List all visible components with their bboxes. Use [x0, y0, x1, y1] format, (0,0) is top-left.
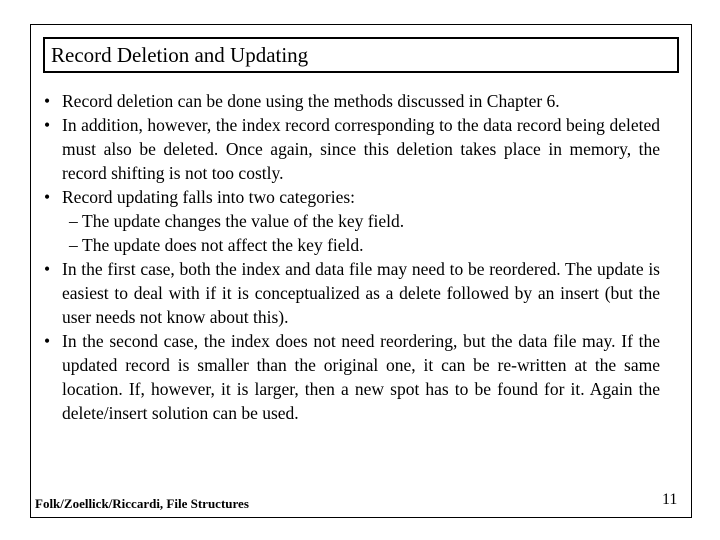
- page-number: 11: [662, 491, 678, 508]
- sub-bullet-item: [44, 233, 660, 257]
- bullet-icon: •: [44, 115, 51, 135]
- bullet-item: [44, 257, 660, 329]
- bullet-icon: •: [44, 259, 51, 279]
- bullet-icon: •: [44, 91, 51, 111]
- bullet-item: [44, 89, 660, 113]
- bullet-icon: •: [44, 187, 51, 207]
- sub-bullet-item: [44, 209, 660, 233]
- bullet-icon: •: [44, 331, 51, 351]
- bullet-text: In the first case, both the index and data file may need to be reordered. The update is easiest to deal with if it is conceptualized as a delete followed by an insert (but the user needs not know about this).: [62, 259, 660, 327]
- sub-bullet-text: The update changes the value of the key field.: [82, 211, 405, 231]
- dash-icon: –: [69, 211, 78, 231]
- bullet-text: Record updating falls into two categories:: [62, 187, 356, 207]
- bullet-item: [44, 113, 660, 185]
- slide-content: [44, 89, 660, 425]
- dash-icon: –: [69, 235, 78, 255]
- bullet-item: [44, 185, 660, 209]
- slide-title: Record Deletion and Updating: [43, 37, 679, 73]
- bullet-text: In the second case, the index does not need reordering, but the data file may. If the updated record is smaller than the original one, it can be re-written at the same location. If, however, it is larger, then a new spot has to be found for it. Again the delete/insert solution can be used.: [62, 331, 660, 423]
- bullet-text: Record deletion can be done using the methods discussed in Chapter 6.: [62, 91, 560, 111]
- footer-credit: Folk/Zoellick/Riccardi, File Structures: [35, 496, 249, 511]
- bullet-text: In addition, however, the index record corresponding to the data record being deleted must also be deleted. Once again, since this deletion takes place in memory, the record shifting is not too costly.: [62, 115, 660, 183]
- bullet-item: [44, 329, 660, 425]
- sub-bullet-text: The update does not affect the key field.: [82, 235, 364, 255]
